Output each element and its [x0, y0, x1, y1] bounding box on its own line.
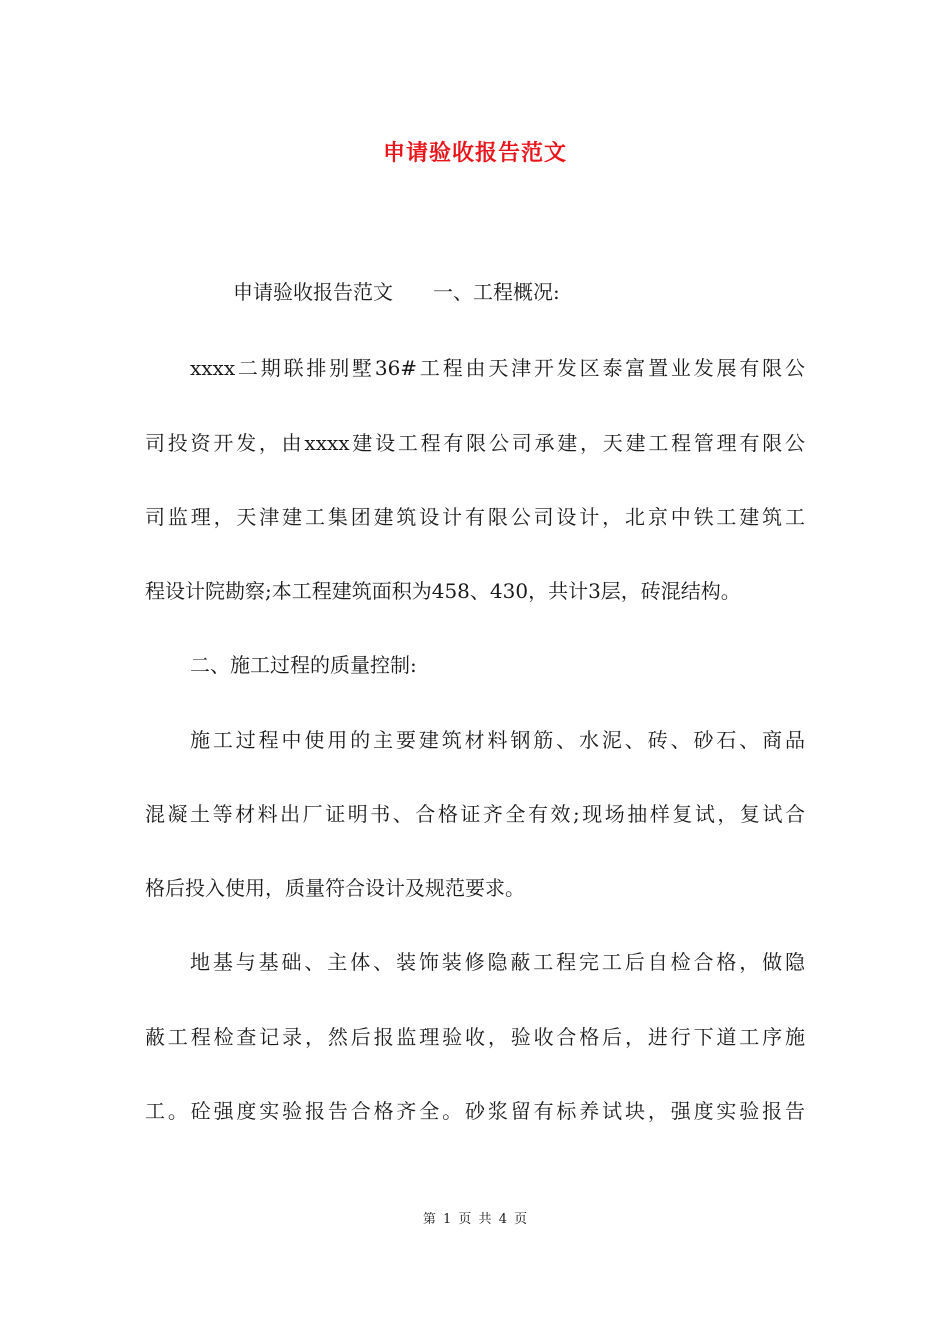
paragraph-line-4: 司监理，天津建工集团建筑设计有限公司设计，北京中铁工建筑工: [145, 505, 805, 529]
paragraph-line-5: 程设计院勘察;本工程建筑面积为458、430，共计3层，砖混结构。: [145, 579, 741, 603]
paragraph-line-7: 混凝土等材料出厂证明书、合格证齐全有效;现场抽样复试，复试合: [145, 802, 805, 826]
document-title: 申请验收报告范文: [382, 141, 567, 166]
page-footer: 第 1 页 共 4 页: [422, 1212, 528, 1227]
paragraph-line-8: 格后投入使用，质量符合设计及规范要求。: [145, 876, 525, 900]
paragraph-line-2: xxxx二期联排别墅36#工程由天津开发区泰富置业发展有限公: [190, 356, 805, 380]
paragraph-line-11: 工。砼强度实验报告合格齐全。砂浆留有标养试块，强度实验报告: [145, 1099, 805, 1123]
paragraph-line-6: 施工过程中使用的主要建筑材料钢筋、水泥、砖、砂石、商品: [190, 728, 805, 752]
section-heading-2: 二、施工过程的质量控制:: [190, 653, 417, 677]
paragraph-line-10: 蔽工程检查记录，然后报监理验收，验收合格后，进行下道工序施: [145, 1025, 805, 1049]
paragraph-line-1: 申请验收报告范文 一、工程概况:: [233, 280, 560, 304]
paragraph-line-3: 司投资开发，由xxxx建设工程有限公司承建，天建工程管理有限公: [145, 431, 805, 455]
paragraph-line-9: 地基与基础、主体、装饰装修隐蔽工程完工后自检合格，做隐: [190, 950, 805, 974]
